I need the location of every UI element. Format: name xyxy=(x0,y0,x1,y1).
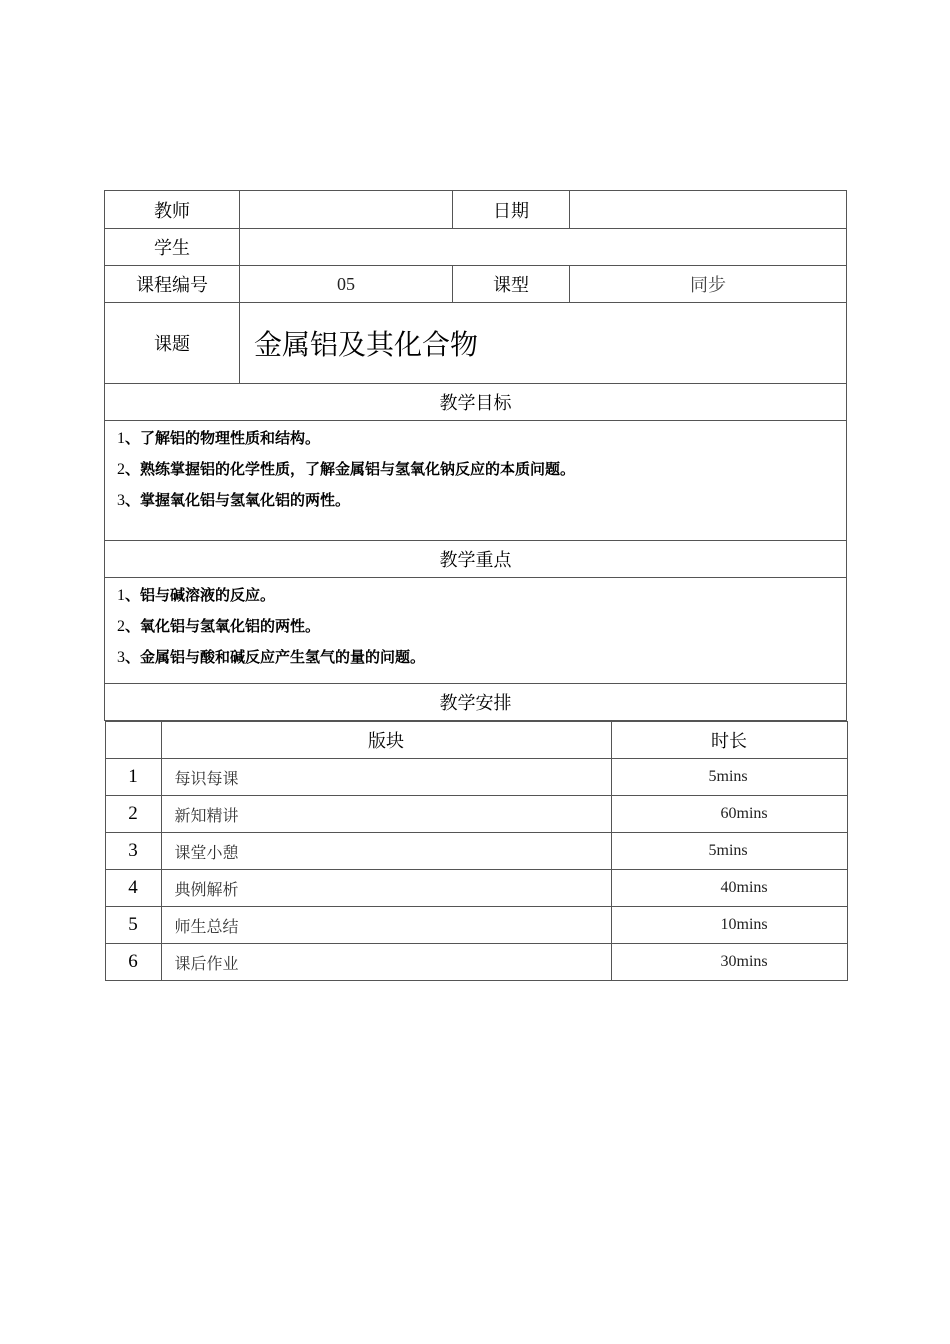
row-number: 4 xyxy=(105,870,161,907)
table-row xyxy=(105,796,847,833)
schedule-number-header xyxy=(105,722,161,759)
keypoint-sep: 、 xyxy=(125,586,141,604)
course-number-value: 05 xyxy=(240,266,453,303)
student-value xyxy=(240,229,847,266)
keypoint-sep: 、 xyxy=(125,617,141,635)
row-duration: 5mins xyxy=(611,759,847,796)
objective-text: 了解铝的物理性质和结构。 xyxy=(140,429,321,447)
row-duration: 10mins xyxy=(611,907,847,944)
row-block: 典例解析 xyxy=(161,870,611,907)
keypoint-sep: 、 xyxy=(125,648,141,666)
course-type-label: 课型 xyxy=(453,266,570,303)
objective-num: 1 xyxy=(117,430,125,447)
course-type-value: 同步 xyxy=(570,266,847,303)
topic-value: 金属铝及其化合物 xyxy=(240,303,847,384)
objectives-title: 教学目标 xyxy=(105,384,847,421)
row-duration: 40mins xyxy=(611,870,847,907)
row-duration: 5mins xyxy=(611,833,847,870)
row-duration: 30mins xyxy=(611,944,847,981)
objective-item xyxy=(117,485,834,516)
schedule-title: 教学安排 xyxy=(105,684,847,721)
table-row xyxy=(105,759,847,796)
keypoint-item xyxy=(117,580,834,611)
objectives-list xyxy=(105,421,847,541)
keypoint-num: 2 xyxy=(117,618,125,635)
schedule-duration-header: 时长 xyxy=(611,722,847,759)
topic-label: 课题 xyxy=(105,303,240,384)
row-block: 新知精讲 xyxy=(161,796,611,833)
objective-item xyxy=(117,454,834,485)
teacher-value xyxy=(240,191,453,229)
objective-num: 2 xyxy=(117,461,125,478)
row-number: 5 xyxy=(105,907,161,944)
table-row xyxy=(105,870,847,907)
keypoint-text: 氧化铝与氢氧化铝的两性。 xyxy=(140,617,321,635)
keypoint-num: 1 xyxy=(117,587,125,604)
table-row xyxy=(105,907,847,944)
schedule-table xyxy=(105,721,848,981)
row-block: 课后作业 xyxy=(161,944,611,981)
objective-sep: 、 xyxy=(125,429,141,447)
row-block: 每识每课 xyxy=(161,759,611,796)
objective-item xyxy=(117,423,834,454)
row-number: 1 xyxy=(105,759,161,796)
objective-text: 熟练掌握铝的化学性质，了解金属铝与氢氧化钠反应的本质问题。 xyxy=(140,460,576,478)
keypoint-item xyxy=(117,642,834,673)
schedule-container xyxy=(105,721,847,982)
keypoints-list xyxy=(105,578,847,684)
keypoint-item xyxy=(117,611,834,642)
row-number: 3 xyxy=(105,833,161,870)
objective-sep: 、 xyxy=(125,460,141,478)
table-row xyxy=(105,833,847,870)
objective-sep: 、 xyxy=(125,491,141,509)
keypoint-num: 3 xyxy=(117,649,125,666)
schedule-block-header: 版块 xyxy=(161,722,611,759)
row-block: 师生总结 xyxy=(161,907,611,944)
objective-num: 3 xyxy=(117,492,125,509)
date-value xyxy=(570,191,847,229)
student-label: 学生 xyxy=(105,229,240,266)
date-label: 日期 xyxy=(453,191,570,229)
objective-text: 掌握氧化铝与氢氧化铝的两性。 xyxy=(140,491,351,509)
teacher-label: 教师 xyxy=(105,191,240,229)
table-row xyxy=(105,944,847,981)
row-duration: 60mins xyxy=(611,796,847,833)
row-block: 课堂小憩 xyxy=(161,833,611,870)
lesson-plan-table xyxy=(104,190,847,981)
keypoints-title: 教学重点 xyxy=(105,541,847,578)
keypoint-text: 金属铝与酸和碱反应产生氢气的量的问题。 xyxy=(140,648,426,666)
row-number: 6 xyxy=(105,944,161,981)
keypoint-text: 铝与碱溶液的反应。 xyxy=(140,586,276,604)
course-number-label: 课程编号 xyxy=(105,266,240,303)
row-number: 2 xyxy=(105,796,161,833)
